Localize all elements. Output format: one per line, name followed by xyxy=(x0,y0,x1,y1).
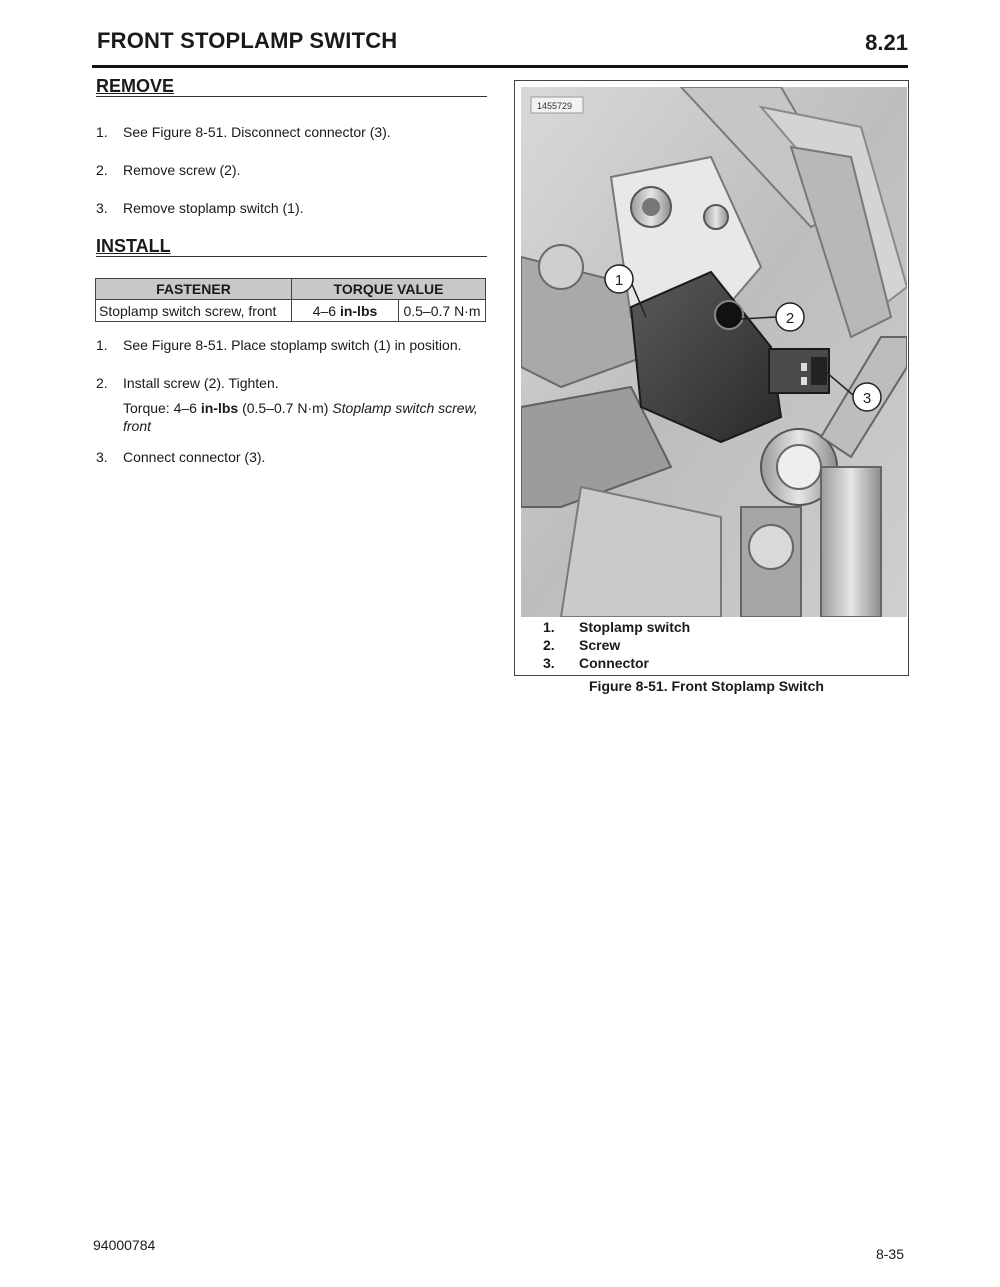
torque-note-unit: in-lbs xyxy=(200,400,239,416)
image-id: 1455729 xyxy=(537,101,573,111)
remove-step-1 xyxy=(96,123,486,141)
remove-heading: REMOVE xyxy=(96,76,175,96)
install-heading: INSTALL xyxy=(96,236,171,256)
torque-note-prefix: Torque: 4–6 xyxy=(123,400,201,416)
torque-table xyxy=(95,278,486,322)
figure-8-51 xyxy=(514,80,909,676)
page-number: 8-35 xyxy=(875,1246,904,1262)
legend-label-3: Connector xyxy=(579,655,649,671)
legend-label-1: Stoplamp switch xyxy=(579,619,691,635)
table-header-fastener: FASTENER xyxy=(96,279,292,300)
torque-note-reference: Stoplamp switch screw, front xyxy=(123,400,478,434)
step-text: See Figure 8-51. Disconnect connector (3). xyxy=(123,124,391,140)
torque-note xyxy=(123,399,488,435)
install-step-1 xyxy=(96,336,486,354)
step-text: See Figure 8-51. Place stoplamp switch (1) in position. xyxy=(123,337,462,353)
install-heading-rule xyxy=(96,256,487,257)
remove-step-3 xyxy=(96,199,486,217)
remove-heading-rule xyxy=(96,96,487,97)
stoplamp-switch-photo xyxy=(521,87,907,617)
torque-value: 4–6 xyxy=(312,302,337,319)
step-number: 2. xyxy=(96,162,108,178)
step-text: Remove stoplamp switch (1). xyxy=(123,200,304,216)
callout-3: 3 xyxy=(862,390,872,407)
step-text: Remove screw (2). xyxy=(123,162,241,178)
legend-number-3: 3. xyxy=(543,655,555,671)
table-header-torque: TORQUE VALUE xyxy=(292,279,486,300)
page-title: FRONT STOPLAMP SWITCH xyxy=(97,28,398,53)
fastener-cell: Stoplamp switch screw, front xyxy=(96,300,292,322)
step-text: Install screw (2). Tighten. xyxy=(123,375,279,391)
title-divider xyxy=(92,65,908,68)
legend-number-1: 1. xyxy=(543,619,555,635)
remove-step-2 xyxy=(96,161,486,179)
step-number: 1. xyxy=(96,124,108,140)
figure-caption: Figure 8-51. Front Stoplamp Switch xyxy=(589,678,824,694)
install-step-2 xyxy=(96,374,486,392)
step-number: 1. xyxy=(96,337,108,353)
section-number: 8.21 xyxy=(865,30,908,55)
step-number: 3. xyxy=(96,200,108,216)
table-row xyxy=(96,300,486,322)
callout-2: 2 xyxy=(785,310,795,327)
step-text: Connect connector (3). xyxy=(123,449,266,465)
torque-metric-cell: 0.5–0.7 N·m xyxy=(399,300,486,322)
step-number: 2. xyxy=(96,375,108,391)
table-header-row xyxy=(96,279,486,300)
legend-label-2: Screw xyxy=(579,637,621,653)
step-number: 3. xyxy=(96,449,108,465)
torque-unit: in-lbs xyxy=(339,302,378,319)
install-step-3 xyxy=(96,448,486,466)
torque-note-metric: (0.5–0.7 N·m) xyxy=(238,400,333,416)
legend-number-2: 2. xyxy=(543,637,555,653)
callout-1: 1 xyxy=(614,272,624,289)
document-number: 94000784 xyxy=(93,1237,156,1253)
torque-imperial-cell xyxy=(292,300,399,322)
